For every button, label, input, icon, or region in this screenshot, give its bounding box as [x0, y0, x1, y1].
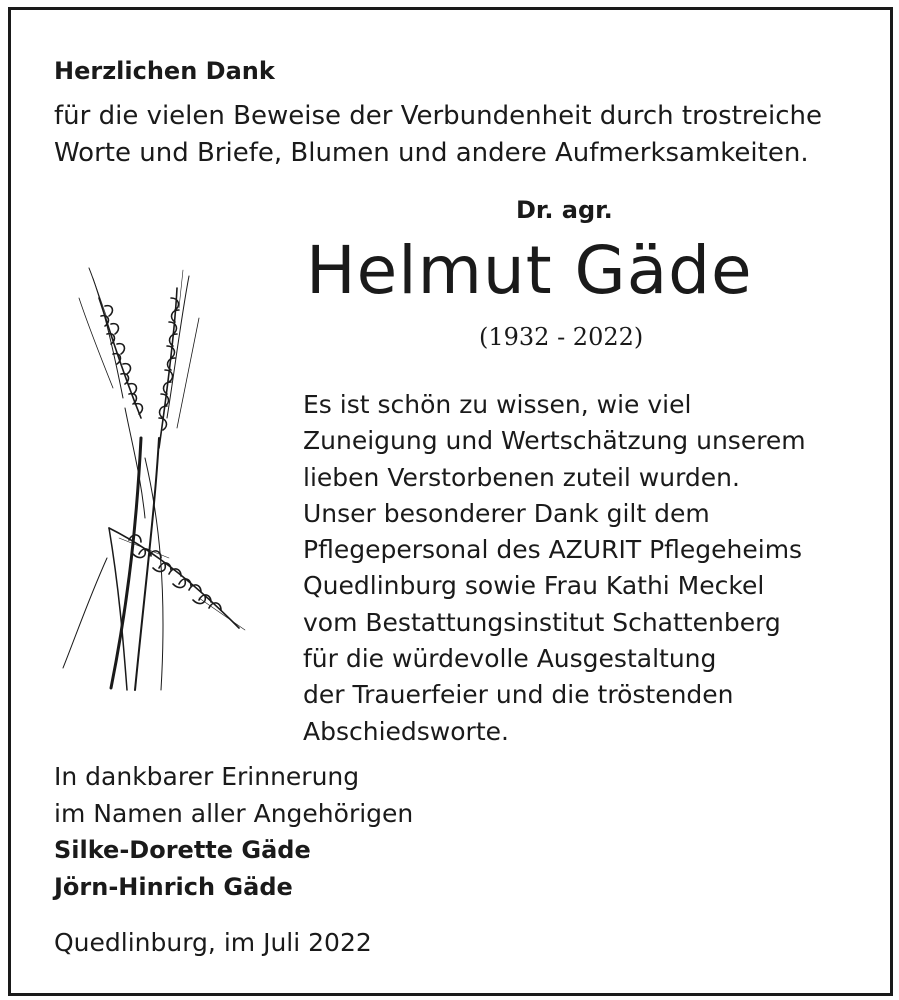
obituary-card	[8, 7, 893, 996]
body-line: Es ist schön zu wissen, wie viel	[303, 390, 692, 419]
life-years: (1932 - 2022)	[479, 323, 644, 351]
body-line: für die würdevolle Ausgestaltung	[303, 644, 717, 674]
body-line: vom Bestattungsinstitut Schattenberg	[303, 607, 781, 637]
heading: Herzlichen Dank	[54, 57, 275, 85]
signers	[54, 832, 311, 906]
intro-text	[54, 98, 884, 172]
body-line: Pflegepersonal des AZURIT Pflegeheims	[303, 535, 803, 565]
body-line: der Trauerfeier und die tröstenden	[303, 680, 734, 710]
academic-title: Dr. agr.	[516, 196, 613, 224]
closing-line: im Namen aller Angehörigen	[54, 799, 414, 828]
closing-text	[54, 758, 413, 832]
body-line: Unser besonderer Dank gilt dem	[303, 498, 710, 528]
wheat-ears-icon	[49, 258, 249, 698]
body-line: Quedlinburg sowie Frau Kathi Meckel	[303, 571, 765, 601]
body-line: Zuneigung und Wertschätzung unserem	[303, 426, 806, 456]
body-line: lieben Verstorbenen zuteil wurden.	[303, 462, 740, 492]
signer-name: Silke-Dorette Gäde	[54, 836, 311, 864]
body-text	[303, 387, 806, 750]
closing-line: In dankbarer Erinnerung	[54, 762, 360, 791]
intro-line: für die vielen Beweise der Verbundenheit durch trostreiche	[54, 101, 822, 131]
place-date: Quedlinburg, im Juli 2022	[54, 928, 372, 957]
intro-line: Worte und Briefe, Blumen und andere Aufmerksamkeiten.	[54, 138, 809, 168]
deceased-name: Helmut Gäde	[306, 232, 753, 309]
body-line: Abschiedsworte.	[303, 716, 509, 746]
signer-name: Jörn-Hinrich Gäde	[54, 873, 293, 901]
